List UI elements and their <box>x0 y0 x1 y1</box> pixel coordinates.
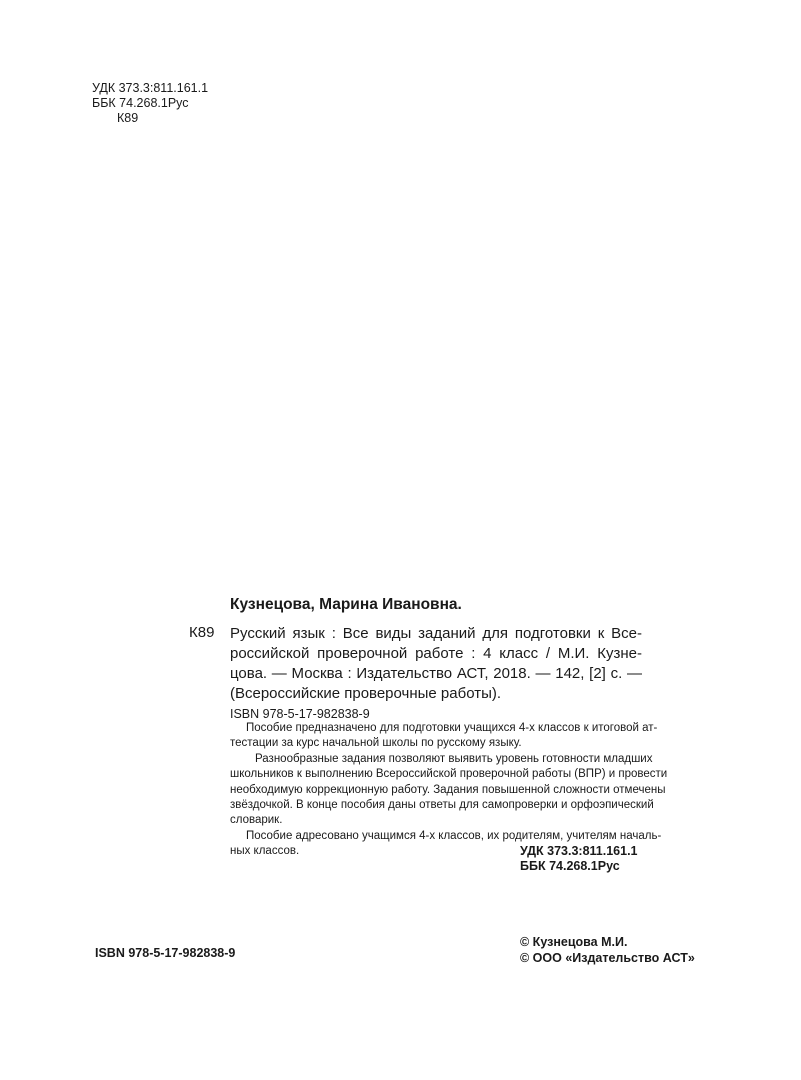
annotation-line: необходимую коррекционную работу. Задания повышенной сложности отмечены <box>230 783 666 796</box>
annotation-line: звёздочкой. В конце пособия даны ответы для самопроверки и орфоэпический <box>230 799 654 812</box>
copyright-publisher: © ООО «Издательство АСТ» <box>520 951 695 965</box>
copyright-author: © Кузнецова М.И. <box>520 935 628 949</box>
annotation-line: ных классов. <box>230 845 300 858</box>
annotation-line: словарик. <box>230 814 283 827</box>
annotation-line: школьников к выполнению Всероссийской проверочной работы (ВПР) и провести <box>230 768 668 781</box>
annotation-line: тестации за курс начальной школы по русскому языку. <box>230 737 522 750</box>
description-line: (Всероссийские проверочные работы). <box>230 685 502 702</box>
author-mark: К89 <box>117 111 139 125</box>
bbk-code-bottom: ББК 74.268.1Рус <box>520 859 620 873</box>
annotation-line: Разнообразные задания позволяют выявить уровень готовности младших <box>255 752 653 765</box>
udk-code-bottom: УДК 373.3:811.161.1 <box>520 844 638 858</box>
isbn-inline: ISBN 978-5-17-982838-9 <box>230 707 370 721</box>
top-classification-block <box>92 81 208 126</box>
bbk-code: ББК 74.268.1Рус <box>92 96 189 110</box>
description-line: цова. — Москва : Издательство АСТ, 2018. — 142, [2] с. — <box>230 665 642 682</box>
annotation <box>230 721 668 860</box>
copyright-block <box>520 934 695 966</box>
annotation-paragraph-1 <box>230 721 658 752</box>
bibliographic-description <box>230 624 642 704</box>
annotation-line: Пособие предназначено для подготовки учащихся 4-х классов к итоговой ат- <box>246 722 658 734</box>
bottom-classification-block <box>520 844 638 874</box>
description-line: российской проверочной работе : 4 класс / М.И. Кузне- <box>230 645 642 662</box>
annotation-paragraph-2 <box>230 752 668 829</box>
annotation-line: Пособие адресовано учащимся 4-х классов, их родителям, учителям началь- <box>246 829 662 842</box>
author-heading: Кузнецова, Марина Ивановна. <box>230 596 462 613</box>
author-mark-inline: К89 <box>189 624 215 641</box>
isbn-footer: ISBN 978-5-17-982838-9 <box>95 946 236 960</box>
description-line: Русский язык : Все виды заданий для подготовки к Все- <box>230 625 642 642</box>
udk-code: УДК 373.3:811.161.1 <box>92 81 209 95</box>
